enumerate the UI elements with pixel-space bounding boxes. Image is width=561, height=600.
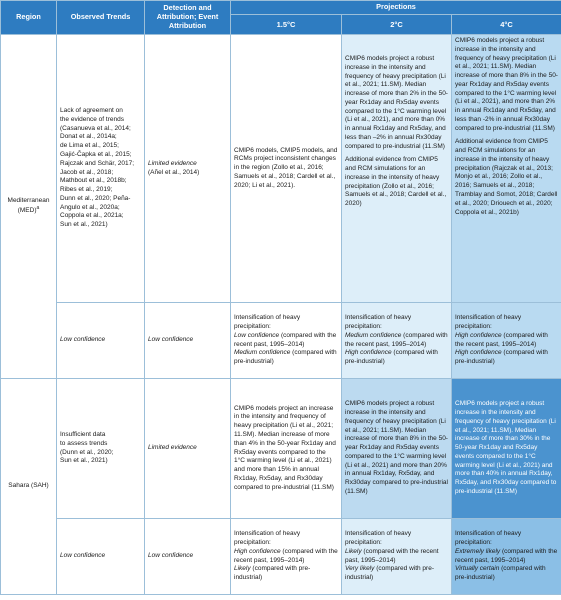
- sah-detection: [145, 379, 231, 519]
- med-proj-1-5c-text: CMIP6 models, CMIP5 models, and RCMs project inconsistent changes in the region (Zollo et al., 2016; Samuels et al., 2018; Cardell et al., 2020; Li et al., 2021).: [234, 146, 338, 189]
- confidence-context: (compared with pre-industrial): [234, 565, 311, 582]
- med-observed-line: Ribes et al., 2019;: [60, 186, 113, 194]
- sah-conf-1-5c: [231, 519, 342, 595]
- header-observed-trends: Observed Trends: [57, 1, 145, 35]
- header-4c: 4°C: [452, 15, 561, 35]
- header-1-5c: 1.5°C: [231, 15, 342, 35]
- sah-proj-2c: [342, 379, 452, 519]
- region-med: [1, 35, 57, 379]
- region-med-label: Mediterranean (MED): [7, 196, 50, 215]
- med-observed-line: the evidence of trends: [60, 115, 124, 123]
- confidence-term: High confidence: [234, 547, 281, 555]
- sah-conf-4c: [452, 519, 561, 595]
- confidence-term: Medium confidence: [234, 349, 291, 357]
- confidence-term: Medium confidence: [345, 331, 402, 339]
- med-observed-line: Gajić-Čapka et al., 2015;: [60, 150, 132, 158]
- med-observed-line: Donat et al., 2014a;: [60, 133, 117, 141]
- confidence-term: Very likely: [345, 565, 375, 573]
- confidence-context: (compared with pre-industrial): [455, 349, 548, 366]
- med-observed-line: de Lima et al., 2015;: [60, 142, 119, 150]
- conf-lead: Intensification of heavy precipitation:: [345, 530, 412, 546]
- header-detection-attribution: Detection and Attribution; Event Attribution: [145, 1, 231, 35]
- confidence-context: (compared with pre-industrial): [455, 565, 546, 582]
- med-observed-line: Jacob et al., 2018;: [60, 168, 114, 176]
- confidence-context: (compared with pre-industrial): [345, 565, 434, 582]
- confidence-context: (compared with the recent past, 1995–2014): [345, 331, 448, 348]
- sah-proj-4c-text: CMIP6 models project a robust increase in the intensity and frequency of heavy precipitation (Li et al., 2021; 11.SM). Median increase of more than 30% in the 50-year Rx1day and Rx5day events compared to the 1°C warming level (Li et al., 2021) and more than 40% in annual Rx1day, Rx5day, and Rx30day compared to pre-industrial (11.SM): [455, 400, 557, 495]
- confidence-term: Extremely likely: [455, 547, 501, 555]
- med-observed-line: Angulo et al., 2020a;: [60, 203, 120, 211]
- confidence-context: (compared with pre-industrial): [345, 349, 438, 366]
- confidence-context: (compared with pre-industrial): [234, 349, 337, 366]
- med-observed: [57, 35, 145, 303]
- med-detection: [145, 35, 231, 303]
- header-projections: Projections: [231, 1, 561, 15]
- med-observed-line: (Casanueva et al., 2014;: [60, 124, 131, 132]
- sah-proj-2c-text: CMIP6 models project a robust increase in the intensity and frequency of heavy precipitation (Li et al., 2021; 11.SM). Median increase of more than 8% in the 50-year Rx1day and Rx5day events compared to the 1°C warming level (Li et al., 2021) and more than 20% in annual Rx1day, Rx5day, and Rx30day compared to pre-industrial (11.SM): [345, 400, 448, 495]
- med-detection-label: Limited evidence: [148, 159, 197, 167]
- med-proj-4c-text-a: CMIP6 models project a robust increase in the intensity and frequency of heavy precipitation (Li et al., 2021; 11.SM). Median increase of more than 8% in the 50-year Rx1day and Rx5day events compared to the 1°C warming level (Li et al., 2021), and more than 2% in annual Rx1day and Rx5day, and less than -2% in annual Rx30day compared to pre-industrial (11.SM): [455, 37, 558, 132]
- confidence-term: High confidence: [455, 349, 502, 357]
- confidence-context: (compared with the recent past, 1995–2014): [455, 547, 558, 564]
- sah-detection-label: Limited evidence: [148, 444, 197, 452]
- header-2c: 2°C: [342, 15, 452, 35]
- confidence-term: Likely: [345, 547, 362, 555]
- med-proj-2c: [342, 35, 452, 303]
- confidence-term: High confidence: [455, 331, 502, 339]
- med-proj-1-5c: [231, 35, 342, 303]
- sah-detection-confidence: Low confidence: [145, 519, 231, 595]
- conf-lead: Intensification of heavy precipitation:: [455, 530, 522, 546]
- med-observed-line: Mathbout et al., 2018b;: [60, 177, 127, 185]
- confidence-context: (compared with the recent past, 1995–2014): [455, 331, 548, 348]
- med-observed-line: Rajczak and Schär, 2017;: [60, 159, 135, 167]
- med-conf-2c: [342, 303, 452, 379]
- med-proj-2c-text-a: CMIP6 models project a robust increase in the intensity and frequency of heavy precipitation (Li et al., 2021; 11.SM). Median increase of more than 2% in the 50-year Rx1day and Rx5day events compared to the 1°C warming level (Li et al., 2021), and more than 0% in annual Rx1day and Rx5day, and less than –2% in annual Rx30day compared to pre-industrial (11.SM): [345, 55, 448, 150]
- confidence-term: Virtually certain: [455, 565, 500, 573]
- med-proj-4c-text-b: Additional evidence from CMIP5 and RCM simulations for an increase in the intensity of heavy precipitation (Rajczak et al., 2013; Monjo et al., 2016; Zollo et al., 2016; Samuels et al., 2018; Tramblay and Somot, 2018; Cardell et al., 2020; Driouech et al., 2020; Coppola et al., 2021b): [455, 138, 558, 216]
- med-observed-line: Lack of agreement on: [60, 107, 123, 115]
- sah-observed: [57, 379, 145, 519]
- conf-lead: Intensification of heavy precipitation:: [234, 530, 301, 546]
- conf-lead: Intensification of heavy precipitation:: [455, 314, 522, 330]
- sah-observed-line: Sun et al., 2021): [60, 457, 108, 465]
- confidence-term: Likely: [234, 565, 251, 573]
- med-conf-4c: [452, 303, 561, 379]
- med-observed-line: Coppola et al., 2021a;: [60, 212, 124, 220]
- region-sah: [1, 379, 57, 595]
- sah-proj-1-5c: [231, 379, 342, 519]
- confidence-term: High confidence: [345, 349, 392, 357]
- sah-observed-line: (Dunn et al., 2020;: [60, 448, 114, 456]
- med-proj-4c: [452, 35, 561, 303]
- sah-proj-4c: [452, 379, 561, 519]
- conf-lead: Intensification of heavy precipitation:: [234, 314, 301, 330]
- sah-observed-confidence: Low confidence: [57, 519, 145, 595]
- region-sah-label: Sahara (SAH): [8, 482, 49, 490]
- confidence-context: (compared with the recent past, 1995–2014): [234, 331, 337, 348]
- header-region: Region: [1, 1, 57, 35]
- med-observed-confidence: Low confidence: [57, 303, 145, 379]
- med-observed-line: Sun et al., 2021): [60, 221, 108, 229]
- conf-lead: Intensification of heavy precipitation:: [345, 314, 412, 330]
- confidence-context: (compared with the recent past, 1995–2014): [345, 547, 439, 564]
- sah-conf-2c: [342, 519, 452, 595]
- med-proj-2c-text-b: Additional evidence from CMIP5 and RCM simulations for an increase in the intensity of heavy precipitation (Zollo et al., 2016; Samuels et al., 2018; Cardell et al., 2020): [345, 156, 447, 208]
- sah-proj-1-5c-text: CMIP6 models project an increase in the intensity and frequency of heavy precipitation (Li et al., 2021; 11.SM). Median increase of more than 4% in the 50-year Rx1day and Rx5day events compared to the 1°C warming level (Li et al., 2021) and more than 15% in annual Rx1day, Rx5day, and Rx30day compared to pre-industrial (11.SM): [234, 404, 336, 491]
- region-med-footnote: a: [36, 205, 40, 212]
- confidence-context: (compared with the recent past, 1995–2014): [234, 547, 338, 564]
- med-detection-confidence: Low confidence: [145, 303, 231, 379]
- med-conf-1-5c: [231, 303, 342, 379]
- sah-observed-line: Insufficient data: [60, 430, 106, 438]
- med-detection-ref: (Añel et al., 2014): [148, 168, 200, 176]
- sah-observed-line: to assess trends: [60, 439, 108, 447]
- med-observed-line: Dunn et al., 2020; Peña-: [60, 194, 131, 202]
- confidence-term: Low confidence: [234, 331, 280, 339]
